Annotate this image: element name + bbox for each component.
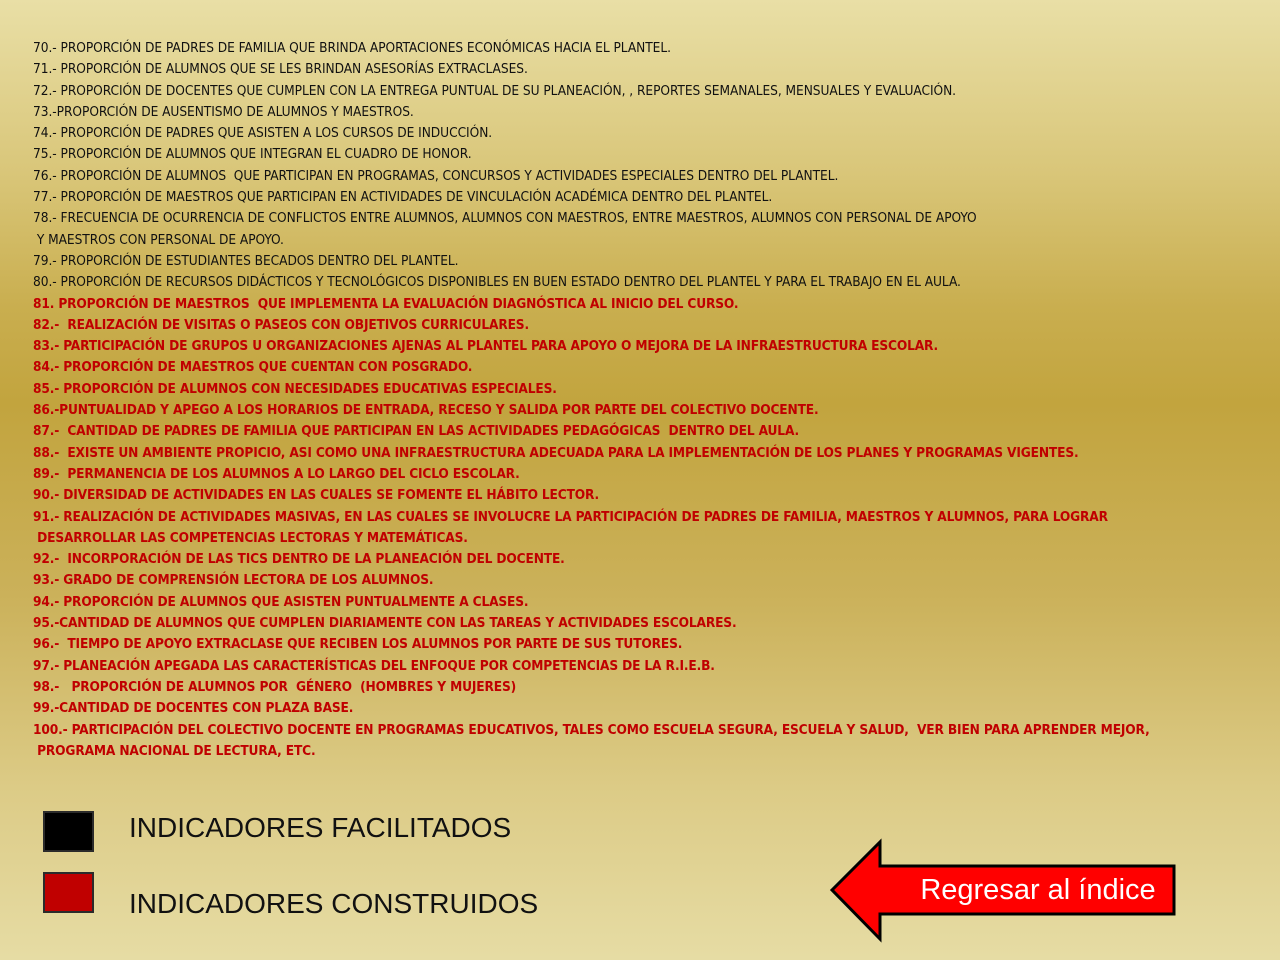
indicator-item: 92.- INCORPORACIÓN DE LAS TICS DENTRO DE LA PLANEACIÓN DEL DOCENTE. <box>33 551 565 568</box>
indicator-item: 82.- REALIZACIÓN DE VISITAS O PASEOS CON OBJETIVOS CURRICULARES. <box>33 316 529 333</box>
indicator-item: DESARROLLAR LAS COMPETENCIAS LECTORAS Y MATEMÁTICAS. <box>33 529 468 546</box>
indicator-item: 84.- PROPORCIÓN DE MAESTROS QUE CUENTAN CON POSGRADO. <box>33 359 473 376</box>
indicator-item: 73.-PROPORCIÓN DE AUSENTISMO DE ALUMNOS Y MAESTROS. <box>33 103 414 120</box>
indicator-item: 99.-CANTIDAD DE DOCENTES CON PLAZA BASE. <box>33 700 354 717</box>
indicator-item: 94.- PROPORCIÓN DE ALUMNOS QUE ASISTEN PUNTUALMENTE A CLASES. <box>33 593 529 610</box>
indicator-item: Y MAESTROS CON PERSONAL DE APOYO. <box>33 231 284 248</box>
indicator-item: 70.- PROPORCIÓN DE PADRES DE FAMILIA QUE BRINDA APORTACIONES ECONÓMICAS HACIA EL PLANTEL. <box>33 40 671 56</box>
indicator-item: 75.- PROPORCIÓN DE ALUMNOS QUE INTEGRAN EL CUADRO DE HONOR. <box>33 146 472 163</box>
indicator-item: 76.- PROPORCIÓN DE ALUMNOS QUE PARTICIPAN EN PROGRAMAS, CONCURSOS Y ACTIVIDADES ESPECIALES DENTRO DEL PLANTEL. <box>33 167 839 184</box>
indicator-item: 97.- PLANEACIÓN APEGADA LAS CARACTERÍSTICAS DEL ENFOQUE POR COMPETENCIAS DE LA R.I.E.B. <box>33 657 715 674</box>
indicator-item: 81. PROPORCIÓN DE MAESTROS QUE IMPLEMENTA LA EVALUACIÓN DIAGNÓSTICA AL INICIO DEL CURSO. <box>33 295 739 312</box>
indicator-item: 98.- PROPORCIÓN DE ALUMNOS POR GÉNERO (HOMBRES Y MUJERES) <box>33 678 517 695</box>
indicator-item: 88.- EXISTE UN AMBIENTE PROPICIO, ASI COMO UNA INFRAESTRUCTURA ADECUADA PARA LA IMPLEMENTACIÓN DE LOS PLANES Y PROGRAMAS VIGENTES. <box>33 444 1079 461</box>
indicator-item: 86.-PUNTUALIDAD Y APEGO A LOS HORARIOS DE ENTRADA, RECESO Y SALIDA POR PARTE DEL COLECTIVO DOCENTE. <box>33 402 819 419</box>
legend-swatch-constructed <box>43 872 94 913</box>
indicator-item: 90.- DIVERSIDAD DE ACTIVIDADES EN LAS CUALES SE FOMENTE EL HÁBITO LECTOR. <box>33 487 600 504</box>
indicator-item: 78.- FRECUENCIA DE OCURRENCIA DE CONFLICTOS ENTRE ALUMNOS, ALUMNOS CON MAESTROS, ENTRE MAESTROS, ALUMNOS CON PERSONAL DE APOYO <box>33 210 977 227</box>
indicator-item: 95.-CANTIDAD DE ALUMNOS QUE CUMPLEN DIARIAMENTE CON LAS TAREAS Y ACTIVIDADES ESCOLARES. <box>33 615 737 632</box>
indicator-item: 74.- PROPORCIÓN DE PADRES QUE ASISTEN A LOS CURSOS DE INDUCCIÓN. <box>33 125 493 142</box>
legend-label-constructed: INDICADORES CONSTRUIDOS <box>129 888 539 919</box>
back-to-index-button[interactable] <box>828 838 1180 946</box>
indicator-item: 71.- PROPORCIÓN DE ALUMNOS QUE SE LES BRINDAN ASESORÍAS EXTRACLASES. <box>33 61 528 78</box>
legend-swatch-facilitated <box>43 811 94 852</box>
indicator-list <box>33 38 1269 762</box>
indicator-item: 87.- CANTIDAD DE PADRES DE FAMILIA QUE PARTICIPAN EN LAS ACTIVIDADES PEDAGÓGICAS DENTRO DEL AULA. <box>33 423 800 440</box>
indicator-item: 85.- PROPORCIÓN DE ALUMNOS CON NECESIDADES EDUCATIVAS ESPECIALES. <box>33 380 557 397</box>
indicator-item: 91.- REALIZACIÓN DE ACTIVIDADES MASIVAS, EN LAS CUALES SE INVOLUCRE LA PARTICIPACIÓN DE PADRES DE FAMILIA, MAESTROS Y ALUMNOS, PARA LOGRAR <box>33 508 1108 525</box>
indicator-item: 79.- PROPORCIÓN DE ESTUDIANTES BECADOS DENTRO DEL PLANTEL. <box>33 252 459 269</box>
indicator-item: 93.- GRADO DE COMPRENSIÓN LECTORA DE LOS ALUMNOS. <box>33 572 434 589</box>
indicator-item: 77.- PROPORCIÓN DE MAESTROS QUE PARTICIPAN EN ACTIVIDADES DE VINCULACIÓN ACADÉMICA DENTRO DEL PLANTEL. <box>33 189 773 206</box>
indicator-item: 96.- TIEMPO DE APOYO EXTRACLASE QUE RECIBEN LOS ALUMNOS POR PARTE DE SUS TUTORES. <box>33 636 683 653</box>
legend-label-facilitated: INDICADORES FACILITADOS <box>129 812 512 843</box>
indicator-item: 72.- PROPORCIÓN DE DOCENTES QUE CUMPLEN CON LA ENTREGA PUNTUAL DE SU PLANEACIÓN, , REPORTES SEMANALES, MENSUALES Y EVALUACIÓN. <box>33 82 957 99</box>
indicator-item: 80.- PROPORCIÓN DE RECURSOS DIDÁCTICOS Y TECNOLÓGICOS DISPONIBLES EN BUEN ESTADO DENTRO DEL PLANTEL Y PARA EL TRABAJO EN EL AULA. <box>33 274 961 291</box>
back-to-index-label: Regresar al índice <box>920 873 1156 906</box>
indicator-item: 83.- PARTICIPACIÓN DE GRUPOS U ORGANIZACIONES AJENAS AL PLANTEL PARA APOYO O MEJORA DE LA INFRAESTRUCTURA ESCOLAR. <box>33 338 939 355</box>
indicator-item: 89.- PERMANENCIA DE LOS ALUMNOS A LO LARGO DEL CICLO ESCOLAR. <box>33 465 520 482</box>
indicator-item: 100.- PARTICIPACIÓN DEL COLECTIVO DOCENTE EN PROGRAMAS EDUCATIVOS, TALES COMO ESCUELA SEGURA, ESCUELA Y SALUD, VER BIEN PARA APRENDER MEJOR, <box>33 721 1150 738</box>
indicator-item: PROGRAMA NACIONAL DE LECTURA, ETC. <box>33 742 316 759</box>
